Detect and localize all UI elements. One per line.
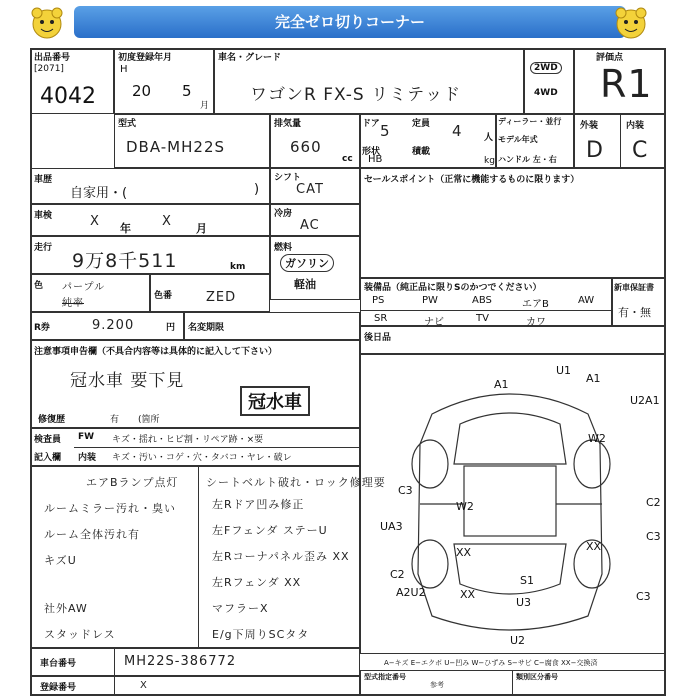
inspector-interior: 内装 bbox=[78, 453, 97, 463]
capacity-value: 4 bbox=[452, 122, 463, 140]
color-code-label: 色番 bbox=[154, 291, 173, 301]
shift-label: シフト bbox=[274, 173, 302, 183]
model-label: 型式 bbox=[118, 119, 137, 129]
equip-sr: SR bbox=[374, 313, 388, 324]
shift-value: CAT bbox=[296, 182, 324, 197]
model-year-label: モデル年式 bbox=[498, 135, 538, 144]
warranty-label: 新車保証書 bbox=[614, 283, 654, 292]
inspection-month-unit: 月 bbox=[196, 222, 207, 235]
mark-xx-left: XX bbox=[456, 546, 472, 559]
ext-value: D bbox=[586, 138, 604, 163]
inspector-label-1: 検査員 bbox=[34, 435, 62, 445]
page-title: 完全ゼロ切りコーナー bbox=[74, 6, 626, 38]
model-spec-divider bbox=[512, 670, 513, 696]
first-reg-label: 初度登録年月 bbox=[118, 53, 173, 63]
equipment-label: 装備品（純正品に限りSのかつでください） bbox=[364, 283, 542, 293]
remark-right-1: シートベルト破れ・ロック修理要 bbox=[206, 476, 386, 489]
equip-pw: PW bbox=[422, 295, 438, 306]
inspector-row-divider bbox=[74, 447, 360, 448]
mark-c3-right: C3 bbox=[646, 530, 661, 543]
remark-left-2: ルームミラー汚れ・臭い bbox=[44, 502, 176, 515]
doors-value: 5 bbox=[380, 122, 391, 140]
inspector-row1: キズ・揺れ・ヒビ割・リペア跡・×要 bbox=[112, 435, 264, 445]
inspection-year: X bbox=[90, 214, 100, 229]
inspector-row2: キズ・汚い・コゲ・穴・タバコ・ヤレ・破レ bbox=[112, 453, 292, 463]
color-code-value: ZED bbox=[206, 290, 237, 305]
remark-right-5: 左Rフェンダ XX bbox=[212, 576, 302, 589]
model-value: DBA-MH22S bbox=[126, 138, 226, 156]
mark-ua3: UA3 bbox=[380, 520, 403, 533]
diagram-legend: A−キズ E−エクボ U−凹み W−ひずみ S−サビ C−腐食 XX−交換済 bbox=[384, 659, 598, 667]
first-reg-month: 5 bbox=[182, 82, 192, 100]
recycle-value: 9.200 bbox=[92, 318, 135, 333]
chassis-value: MH22S-386772 bbox=[124, 654, 237, 669]
mark-u3: U3 bbox=[516, 596, 532, 609]
remark-left-5: 社外AW bbox=[44, 602, 88, 615]
notes-stamp: 冠水車 bbox=[240, 386, 310, 416]
remark-right-3: 左Fフェンダ ステーU bbox=[212, 524, 328, 537]
evaluation-score: R1 bbox=[600, 62, 653, 106]
equip-airbag: エアB bbox=[522, 299, 549, 310]
capacity-unit: 人 bbox=[484, 133, 494, 143]
car-name-value: ワゴンR FX-S リミテッド bbox=[250, 85, 462, 105]
reg-no-cell bbox=[30, 676, 360, 696]
repair-label: 修復歴 bbox=[38, 415, 66, 425]
displacement-label: 排気量 bbox=[274, 119, 302, 129]
mileage-label: 走行 bbox=[34, 243, 53, 253]
drive-cell bbox=[524, 48, 574, 114]
remark-left-3: ルーム全体汚れ有 bbox=[44, 528, 140, 541]
equip-aw: AW bbox=[578, 295, 595, 306]
warranty-value: 有・無 bbox=[618, 306, 651, 319]
model-spec-label: 型式指定番号 bbox=[364, 673, 406, 681]
ac-label: 冷房 bbox=[274, 209, 293, 219]
drive-4wd: 4WD bbox=[534, 88, 558, 98]
notes-text: 冠水車 要下見 bbox=[70, 371, 185, 391]
drive-2wd: 2WD bbox=[530, 62, 562, 74]
mark-xx-rear: XX bbox=[460, 588, 476, 601]
ac-value: AC bbox=[300, 218, 320, 233]
inspection-year-unit: 年 bbox=[120, 222, 131, 235]
mascot-icon-left bbox=[28, 4, 66, 42]
equipment-row-divider bbox=[360, 310, 612, 311]
back-seat-label: 後日品 bbox=[364, 333, 392, 343]
mark-s1: S1 bbox=[520, 574, 534, 587]
equip-navi: ナビ bbox=[424, 317, 444, 328]
load-unit: kg bbox=[484, 156, 495, 166]
reg-no-label: 登録番号 bbox=[40, 683, 77, 693]
first-reg-year: 20 bbox=[132, 82, 152, 100]
selling-points-label: セールスポイント（正常に機能するものに限ります） bbox=[364, 175, 580, 185]
mileage-unit: km bbox=[230, 262, 246, 272]
ext-int-divider bbox=[620, 114, 621, 168]
notes-label: 注意事項申告欄（不具合内容等は具体的に記入して下さい） bbox=[34, 347, 278, 357]
shape-value: HB bbox=[368, 154, 383, 165]
lot-label: 出品番号 bbox=[34, 53, 71, 63]
equip-tv: TV bbox=[476, 313, 489, 324]
inspector-label-2: 記入欄 bbox=[34, 453, 62, 463]
mark-xx-center: XX bbox=[586, 540, 602, 553]
fuel-label: 燃料 bbox=[274, 243, 293, 253]
repair-bracket: (箇所 bbox=[138, 415, 160, 425]
equip-leather: カワ bbox=[526, 317, 546, 328]
handle-label: ハンドル 左・右 bbox=[498, 155, 557, 164]
int-value: C bbox=[632, 138, 649, 163]
mark-c3-left: C3 bbox=[398, 484, 413, 497]
displacement-value: 660 bbox=[290, 138, 322, 156]
mark-w2-left: W2 bbox=[456, 500, 474, 513]
inspection-label: 車検 bbox=[34, 211, 53, 221]
recycle-unit: 円 bbox=[166, 323, 176, 333]
int-label: 内装 bbox=[626, 121, 645, 131]
color-label: 色 bbox=[34, 281, 44, 291]
category-close: ) bbox=[254, 182, 260, 197]
equip-ps: PS bbox=[372, 295, 385, 306]
shape-label: 形状 bbox=[362, 147, 381, 157]
category-cell bbox=[30, 168, 270, 204]
first-reg-era: H bbox=[120, 64, 128, 75]
back-seat-cell bbox=[360, 326, 666, 354]
lot-sub: [2071] bbox=[34, 64, 64, 74]
mark-w2-right: W2 bbox=[588, 432, 606, 445]
displacement-unit: cc bbox=[342, 154, 353, 164]
category-value: 自家用・( bbox=[70, 186, 128, 201]
class-spec-label: 類別区分番号 bbox=[516, 673, 558, 681]
model-spec-ref: 参考 bbox=[430, 681, 444, 689]
mileage-value: 9万8千511 bbox=[72, 250, 178, 272]
mark-c2-left: C2 bbox=[390, 568, 405, 581]
name-change-label: 名変期限 bbox=[188, 323, 225, 333]
mark-u2a1: U2A1 bbox=[630, 394, 660, 407]
remark-right-6: マフラーX bbox=[212, 602, 269, 615]
mark-a2u2: A2U2 bbox=[396, 586, 426, 599]
equip-abs: ABS bbox=[472, 295, 492, 306]
reg-no-value: X bbox=[140, 680, 148, 691]
dealer-label: ディーラー・並行 bbox=[498, 117, 562, 126]
repair-value: 有 bbox=[110, 415, 120, 425]
doors-label: ドア bbox=[362, 119, 380, 129]
remarks-divider bbox=[198, 466, 199, 648]
chassis-label: 車台番号 bbox=[40, 659, 77, 669]
remark-left-1: エアBランプ点灯 bbox=[86, 476, 179, 489]
inspection-cell bbox=[30, 204, 270, 236]
mark-a1-right: A1 bbox=[586, 372, 601, 385]
remark-left-4: キズU bbox=[44, 554, 77, 567]
category-label: 車歴 bbox=[34, 175, 53, 185]
inspection-month: X bbox=[162, 214, 172, 229]
color-note: 純率 bbox=[62, 298, 84, 309]
remark-right-2: 左Rドア凹み修正 bbox=[212, 498, 305, 511]
mark-a1-left: A1 bbox=[494, 378, 509, 391]
evaluation-label: 評価点 bbox=[596, 53, 624, 63]
fuel-gasoline: ガソリン bbox=[280, 254, 334, 272]
recycle-label: R券 bbox=[34, 323, 50, 333]
inspector-fw: FW bbox=[78, 432, 95, 442]
fuel-diesel: 軽油 bbox=[294, 278, 316, 291]
load-label: 積載 bbox=[412, 147, 431, 157]
remark-left-6: スタッドレス bbox=[44, 628, 116, 641]
lot-number: 4042 bbox=[40, 84, 96, 109]
mark-c2-right: C2 bbox=[646, 496, 661, 509]
car-name-label: 車名・グレード bbox=[218, 53, 282, 63]
mascot-icon-right bbox=[612, 4, 650, 42]
remark-right-4: 左Rコーナパネル歪み XX bbox=[212, 550, 350, 563]
ext-label: 外装 bbox=[580, 121, 599, 131]
capacity-label: 定員 bbox=[412, 119, 431, 129]
color-value: パープル bbox=[62, 282, 106, 293]
first-reg-month-unit: 月 bbox=[200, 101, 210, 111]
remark-right-7: E/g下周りSCタタ bbox=[212, 628, 310, 641]
mark-u1: U1 bbox=[556, 364, 572, 377]
mark-c3-rear: C3 bbox=[636, 590, 651, 603]
mark-u2: U2 bbox=[510, 634, 526, 647]
car-diagram bbox=[360, 354, 666, 654]
